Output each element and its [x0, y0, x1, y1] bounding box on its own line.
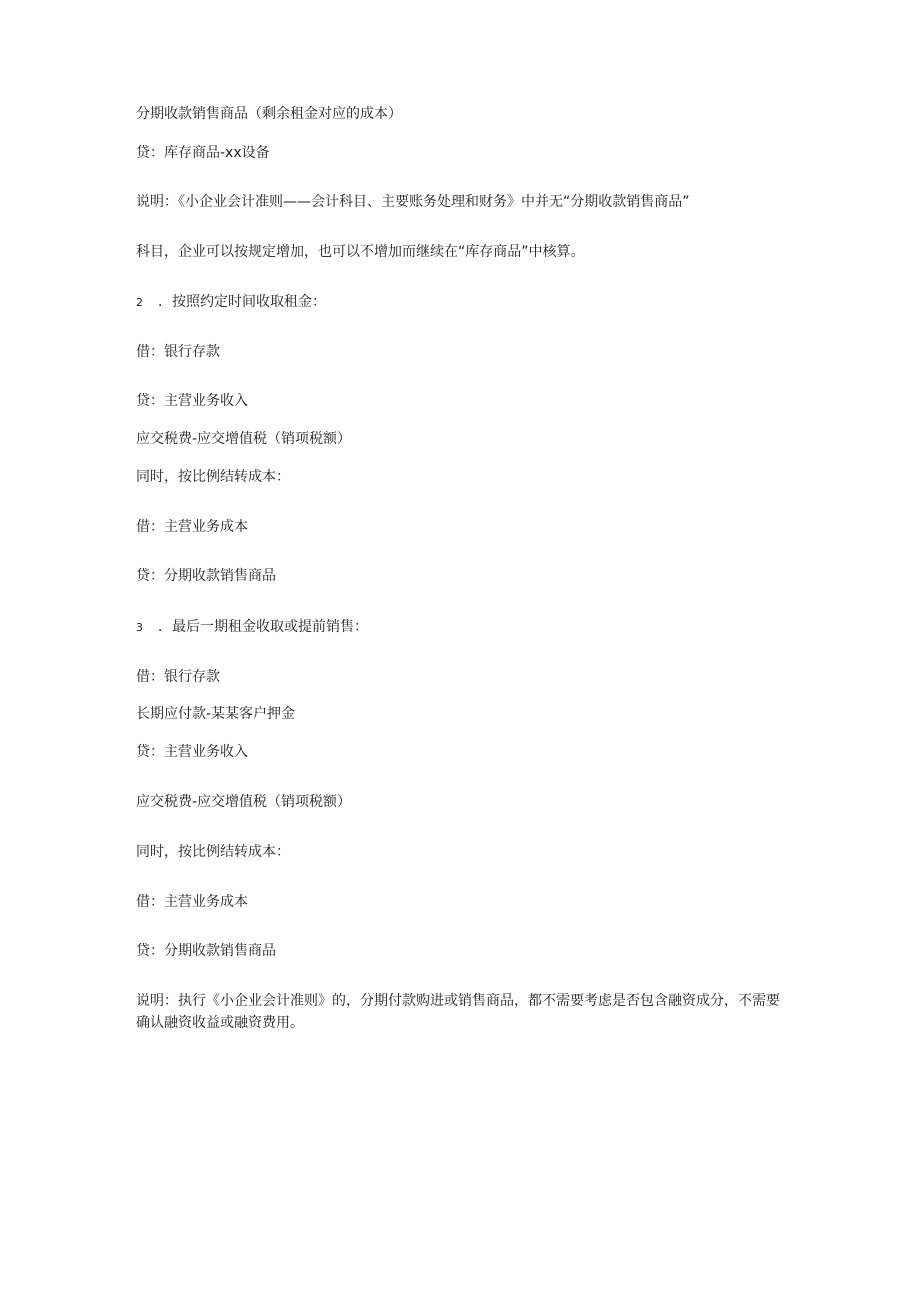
numbered-heading — [136, 618, 368, 637]
text-line: 贷：库存商品-xx设备 — [136, 145, 270, 161]
text-line: 借：主营业务成本 — [136, 894, 248, 910]
text-line: 长期应付款-某某客户押金 — [136, 706, 296, 722]
text-line: 同时，按比例结转成本： — [136, 844, 290, 860]
item-number: 2 — [136, 296, 143, 309]
text-line: 分期收款销售商品（剩余租金对应的成本） — [136, 106, 402, 122]
text-line: 应交税费-应交增值税（销项税额） — [136, 431, 352, 447]
text-line: 说明：《小企业会计准则——会计科目、主要账务处理和财务》中并无“分期收款销售商品” — [136, 194, 690, 210]
numbered-heading — [136, 293, 326, 312]
text-line: 贷：分期收款销售商品 — [136, 568, 276, 584]
text-line: 贷：分期收款销售商品 — [136, 943, 276, 959]
text-line: 借：银行存款 — [136, 669, 220, 685]
heading-text: ．最后一期租金收取或提前销售： — [158, 619, 368, 635]
text-line: 同时，按比例结转成本： — [136, 469, 290, 485]
text-line: 应交税费-应交增值税（销项税额） — [136, 794, 352, 810]
heading-text: ．按照约定时间收取租金： — [158, 294, 326, 310]
note-paragraph: 说明：执行《小企业会计准则》的，分期付款购进或销售商品，都不需要考虑是否包含融资成分，不需要确认融资收益或融资费用。 — [136, 993, 780, 1031]
text-line: 贷：主营业务收入 — [136, 744, 248, 760]
item-number: 3 — [136, 621, 143, 634]
text-line: 科目，企业可以按规定增加，也可以不增加而继续在“库存商品”中核算。 — [136, 244, 585, 260]
text-line: 贷：主营业务收入 — [136, 393, 248, 409]
text-line: 借：银行存款 — [136, 344, 220, 360]
text-line: 借：主营业务成本 — [136, 519, 248, 535]
